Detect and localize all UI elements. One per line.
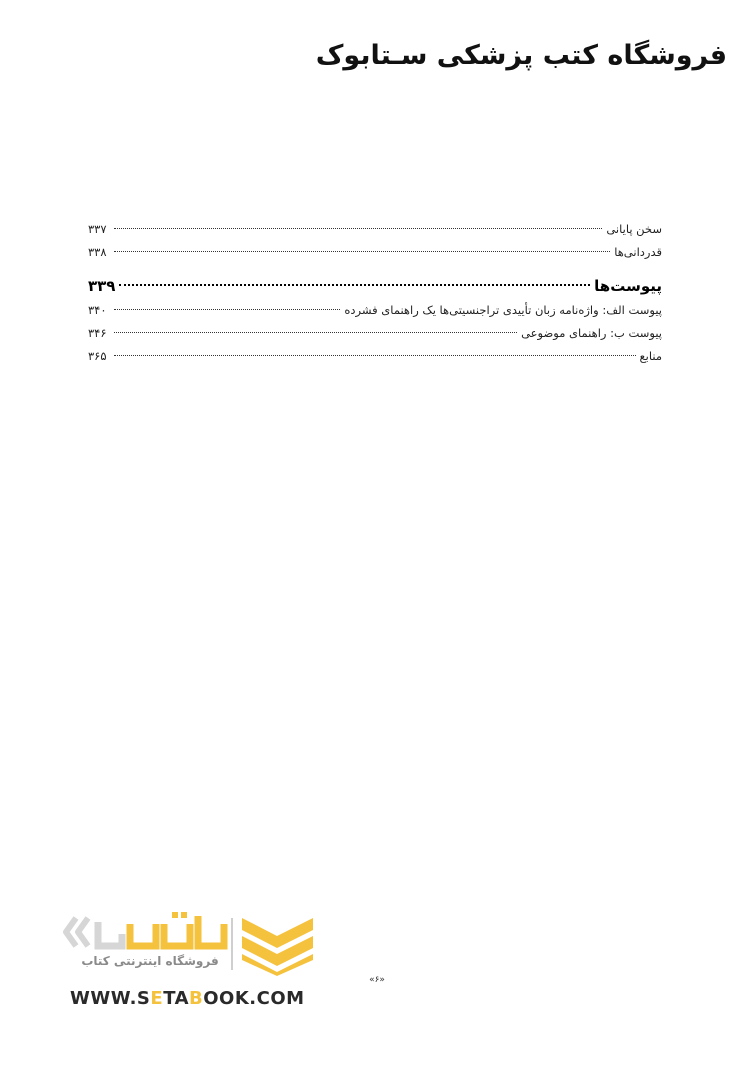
toc-entry-label: سخن پایانی [606,222,662,236]
toc-entry-page: ۳۴۰ [88,303,107,317]
toc-entry[interactable] [88,322,662,345]
url-accent: B [189,988,204,1009]
logo-divider [231,918,233,970]
toc-section-page: ۳۳۹ [88,277,116,295]
toc-entry-label: منابع [639,349,662,363]
logo-website-url[interactable] [70,988,322,1009]
toc-entry-page: ۳۳۸ [88,245,107,259]
toc-entry-page: ۳۴۶ [88,326,107,340]
url-part: WWW.S [70,988,151,1009]
toc-leader-dots [114,332,517,333]
url-accent: E [150,988,164,1009]
url-part: OOK.COM [203,988,305,1009]
table-of-contents [88,218,662,368]
toc-entry-page: ۳۳۷ [88,222,107,236]
book-stack-icon [240,914,315,976]
toc-leader-dots [114,309,340,310]
toc-entry[interactable] [88,241,662,264]
toc-leader-dots [114,228,602,229]
logo-tagline: فروشگاه اینترنتی کتاب [81,954,219,968]
toc-entry-label: پیوست ب: راهنمای موضوعی [521,326,662,340]
setabook-logo[interactable] [60,910,322,1020]
setabook-wordmark-icon [60,910,228,954]
toc-entry-page: ۳۶۵ [88,349,107,363]
toc-section-heading[interactable] [88,273,662,299]
toc-leader-dots [119,284,590,286]
page-number: «۶» [369,975,385,985]
page-header-title: فروشگاه کتب پزشکی سـتابوک [315,40,727,71]
toc-leader-dots [114,355,636,356]
url-part: TA [163,988,190,1009]
toc-entry[interactable] [88,299,662,322]
toc-leader-dots [114,251,610,252]
toc-entry[interactable] [88,218,662,241]
toc-section-label: پیوست‌ها [594,277,662,295]
toc-entry-label: پیوست الف: واژه‌نامه زبان تأییدی تراجنسیتی‌ها یک راهنمای فشرده [344,303,662,317]
toc-entry-label: قدردانی‌ها [614,245,662,259]
toc-entry[interactable] [88,345,662,368]
